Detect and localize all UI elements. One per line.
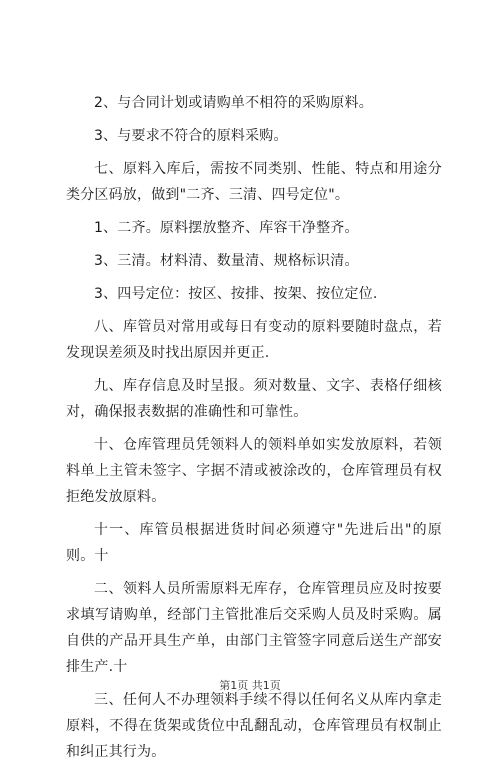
paragraph-3: 七、原料入库后，需按不同类别、性能、特点和用途分类分区码放，做到"二齐、三清、四号定位"。 (66, 161, 442, 203)
paragraph-11: 二、领料人员所需原料无库存，仓库管理员应及时按要求填写请购单，经部门主管批准后交采购人员及时采购。属自供的产品开具生产单，由部门主管签字同意后送生产部安排生产.十 (66, 581, 442, 675)
paragraph-7: 八、库管员对常用或每日有变动的原料要随时盘点，若发现误差须及时找出原因并更正. (66, 319, 442, 361)
paragraph-5: 3、三清。材料清、数量清、规格标识清。 (94, 253, 359, 269)
document-body (66, 90, 442, 772)
page-footer: 第1页 共1页 (219, 679, 281, 692)
paragraph-8: 九、库存信息及时呈报。须对数量、文字、表格仔细核对，确保报表数据的准确性和可靠性。 (66, 378, 442, 420)
paragraph-1: 2、与合同计划或请购单不相符的采购原料。 (94, 95, 373, 111)
paragraph-2: 3、与要求不符合的原料采购。 (94, 128, 288, 144)
paragraph-6: 3、四号定位：按区、按排、按架、按位定位. (94, 286, 378, 302)
paragraph-9: 十、仓库管理员凭领料人的领料单如实发放原料，若领料单上主管未签字、字据不清或被涂改的，仓库管理员有权拒绝发放原料。 (66, 437, 442, 505)
paragraph-4: 1、二齐。原料摆放整齐、库容干净整齐。 (94, 220, 359, 236)
paragraph-12: 三、任何人不办理领料手续不得以任何名义从库内拿走原料，不得在货架或货位中乱翻乱动，仓库管理员有权制止和纠正其行为。 (66, 692, 442, 760)
paragraph-10: 十一、库管员根据进货时间必须遵守"先进后出"的原则。十 (66, 522, 442, 564)
